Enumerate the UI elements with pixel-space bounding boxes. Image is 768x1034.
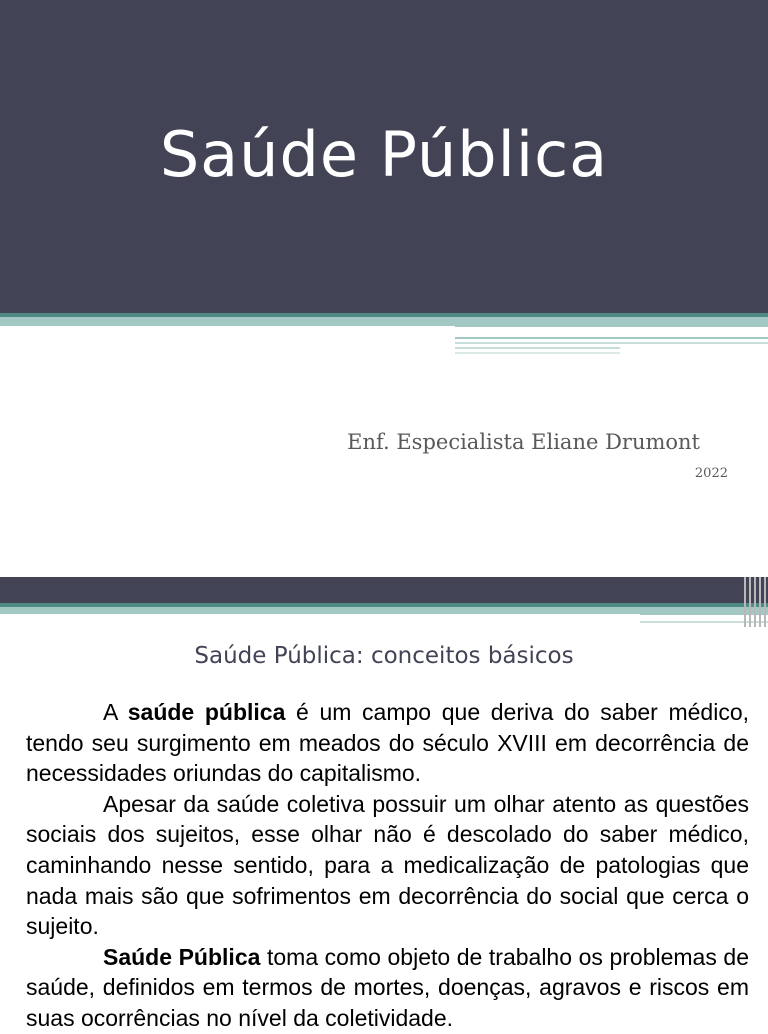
decorative-white-block [0, 614, 640, 628]
decorative-vertical-bar [744, 577, 746, 627]
paragraph-3 [26, 942, 749, 1034]
body-text [26, 697, 749, 1034]
bold-term: saúde pública [127, 699, 286, 725]
paragraph-2: Apesar da saúde coletiva possuir um olhar atento as questões sociais dos sujeitos, esse olhar não é descolado do saber médico, caminhando nesse sentido, para a medicalização de patologias que nada mais são que sofrimentos em decorrência do social que cerca o sujeito. [26, 790, 749, 940]
paragraph-text: toma como objeto de trabalho os problemas de saúde, definidos em termos de mortes, doenças, agravos e riscos em suas ocorrências no nível da coletividade. [26, 943, 750, 1031]
content-header-band [0, 577, 768, 603]
decorative-vertical-bar [759, 577, 761, 627]
year-label: 2022 [694, 466, 728, 481]
bold-term: Saúde Pública [103, 943, 261, 970]
author-name: Enf. Especialista Eliane Drumont [347, 430, 700, 454]
content-slide [0, 577, 768, 1031]
paragraph-text: A [103, 699, 128, 725]
decorative-stripe [455, 342, 768, 344]
section-title: Saúde Pública: conceitos básicos [194, 643, 574, 669]
decorative-vertical-bar [754, 577, 756, 627]
paragraph-text: é um campo que deriva do saber médico, tendo seu surgimento em meados do século XVIII em decorrência de necessidades oriundas do capitalismo. [26, 699, 750, 787]
decorative-vertical-bar [764, 577, 766, 627]
decorative-stripe [455, 337, 768, 339]
decorative-white-block [0, 326, 455, 356]
decorative-stripe [455, 352, 620, 354]
decorative-vertical-bar [749, 577, 751, 627]
decorative-stripe [455, 331, 768, 333]
paragraph-1 [26, 697, 749, 789]
slide-title: Saúde Pública [159, 118, 609, 191]
decorative-stripe [455, 347, 620, 349]
title-header-band [0, 0, 768, 313]
